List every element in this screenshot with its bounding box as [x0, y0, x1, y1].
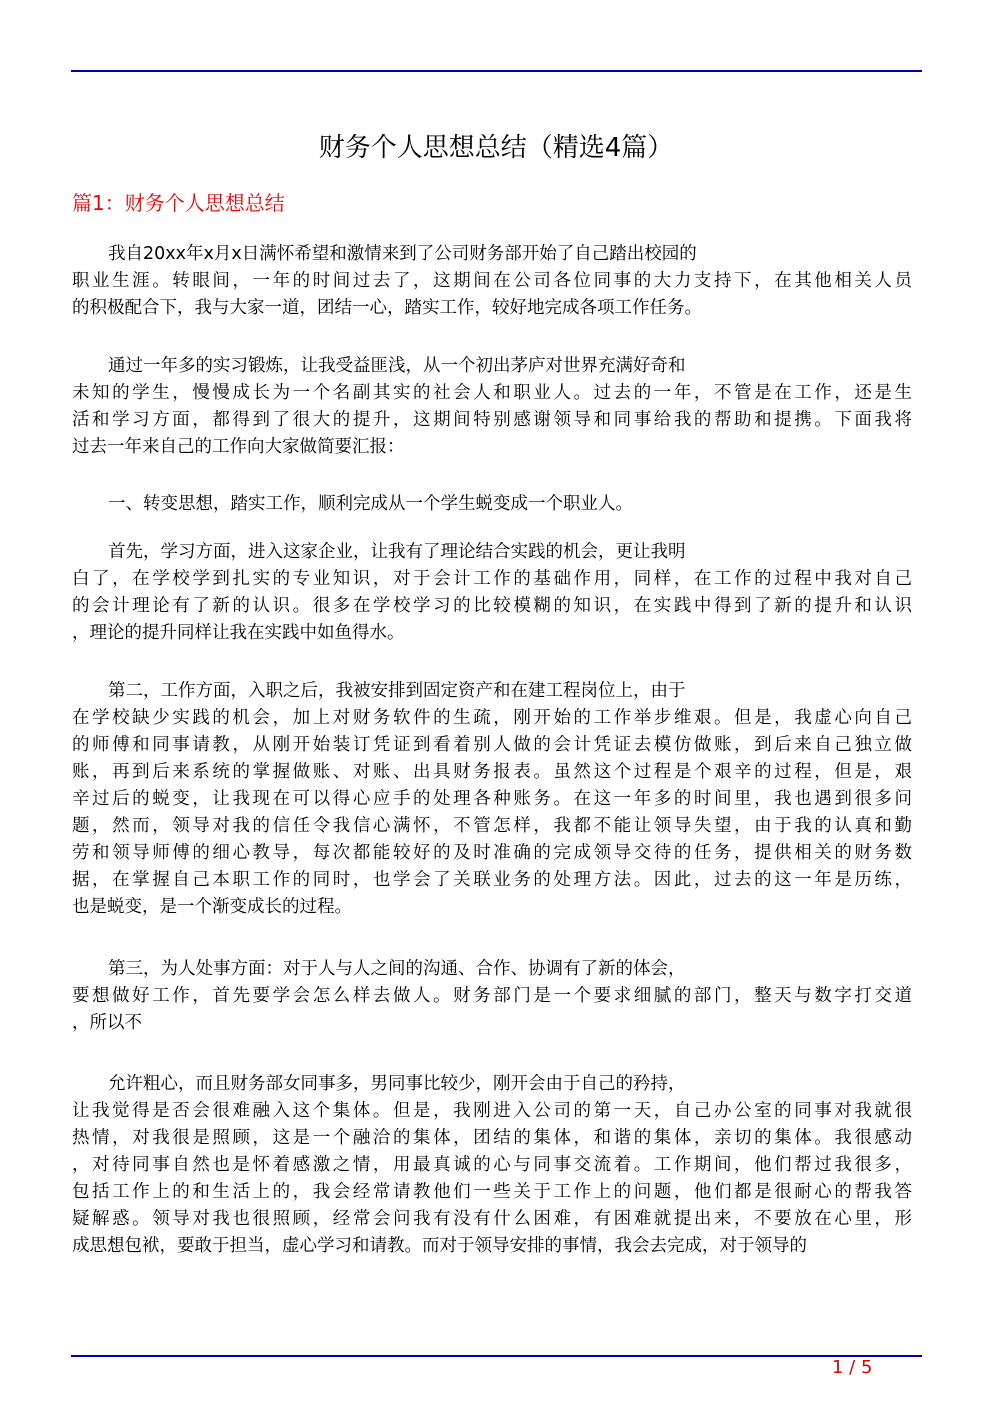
paragraph-line: 题，然而，领导对我的信任令我信心满怀，不管怎样，我都不能让领导失望，由于我的认真和勤	[72, 816, 912, 836]
paragraph-line: 成思想包袱，要敢于担当，虚心学习和请教。而对于领导安排的事情，我会去完成，对于领导的	[72, 1236, 807, 1256]
paragraph-line: 的会计理论有了新的认识。很多在学校学习的比较模糊的知识，在实践中得到了新的提升和认识	[72, 596, 912, 616]
paragraph-line: 的师傅和同事请教，从刚开始装订凭证到看着别人做的会计凭证去模仿做账，到后来自己独立做	[72, 735, 912, 755]
paragraph-line: 白了，在学校学到扎实的专业知识，对于会计工作的基础作用，同样，在工作的过程中我对自己	[72, 569, 912, 589]
document-title: 财务个人思想总结（精选4篇）	[318, 133, 674, 163]
paragraph-line: 据，在掌握自己本职工作的同时，也学会了关联业务的处理方法。因此，过去的这一年是历练，	[72, 870, 912, 890]
paragraph-line: 第二，工作方面，入职之后，我被安排到固定资产和在建工程岗位上，由于	[108, 681, 686, 701]
paragraph-line: ，所以不	[72, 1013, 142, 1033]
paragraph-line: ，理论的提升同样让我在实践中如鱼得水。	[72, 623, 405, 643]
paragraph-line: 账，再到后来系统的掌握做账、对账、出具财务报表。虽然这个过程是个艰辛的过程，但是，艰	[72, 762, 912, 782]
paragraph-line: 热情，对我很是照顾，这是一个融洽的集体，团结的集体，和谐的集体，亲切的集体。我很感动	[72, 1128, 912, 1148]
paragraph-line: 我自20xx年x月x日满怀希望和激情来到了公司财务部开始了自己踏出校园的	[108, 244, 697, 264]
paragraph-line: 的积极配合下，我与大家一道，团结一心，踏实工作，较好地完成各项工作任务。	[72, 298, 702, 318]
paragraph-line: 职业生涯。转眼间，一年的时间过去了，这期间在公司各位同事的大力支持下，在其他相关人员	[72, 271, 912, 291]
footer-rule	[71, 1355, 922, 1357]
paragraph-line: 活和学习方面，都得到了很大的提升，这期间特别感谢领导和同事给我的帮助和提携。下面我将	[72, 410, 912, 430]
page-number: 1 / 5	[832, 1357, 873, 1378]
paragraph-line: 在学校缺少实践的机会，加上对财务软件的生疏，刚开始的工作举步维艰。但是，我虚心向自己	[72, 708, 912, 728]
paragraph-line: 未知的学生，慢慢成长为一个名副其实的社会人和职业人。过去的一年，不管是在工作，还是生	[72, 383, 912, 403]
paragraph	[72, 539, 912, 647]
paragraph-line: 让我觉得是否会很难融入这个集体。但是，我刚进入公司的第一天，自己办公室的同事对我就很	[72, 1101, 912, 1121]
paragraph	[72, 491, 912, 518]
paragraph-line: 包括工作上的和生活上的，我会经常请教他们一些关于工作上的问题，他们都是很耐心的帮我答	[72, 1182, 912, 1202]
paragraph	[72, 956, 912, 1037]
paragraph	[72, 1071, 912, 1260]
paragraph-line: ，对待同事自然也是怀着感激之情，用最真诚的心与同事交流着。工作期间，他们帮过我很多，	[72, 1155, 912, 1175]
paragraph-line: 允许粗心，而且财务部女同事多，男同事比较少，刚开会由于自己的矜持，	[108, 1074, 686, 1094]
paragraph-line: 疑解惑。领导对我也很照顾，经常会问我有没有什么困难，有困难就提出来，不要放在心里，形	[72, 1209, 912, 1229]
paragraph-line: 首先，学习方面，进入这家企业，让我有了理论结合实践的机会，更让我明	[108, 542, 686, 562]
paragraph-line: 一、转变思想，踏实工作，顺利完成从一个学生蜕变成一个职业人。	[108, 494, 633, 514]
paragraph	[72, 678, 912, 921]
paragraph-line: 过去一年来自己的工作向大家做简要汇报：	[72, 437, 405, 457]
section-heading: 篇1：财务个人思想总结	[72, 191, 285, 215]
paragraph-line: 要想做好工作，首先要学会怎么样去做人。财务部门是一个要求细腻的部门，整天与数字打交道	[72, 986, 912, 1006]
paragraph-line: 辛过后的蜕变，让我现在可以得心应手的处理各种账务。在这一年多的时间里，我也遇到很多问	[72, 789, 912, 809]
paragraph-line: 第三，为人处事方面：对于人与人之间的沟通、合作、协调有了新的体会，	[108, 959, 686, 979]
paragraph-line: 通过一年多的实习锻炼，让我受益匪浅，从一个初出茅庐对世界充满好奇和	[108, 356, 686, 376]
header-rule	[71, 70, 922, 72]
paragraph	[72, 241, 912, 322]
paragraph-line: 也是蜕变，是一个渐变成长的过程。	[72, 897, 352, 917]
paragraph-line: 劳和领导师傅的细心教导，每次都能较好的及时准确的完成领导交待的任务，提供相关的财务数	[72, 843, 912, 863]
paragraph	[72, 353, 912, 461]
